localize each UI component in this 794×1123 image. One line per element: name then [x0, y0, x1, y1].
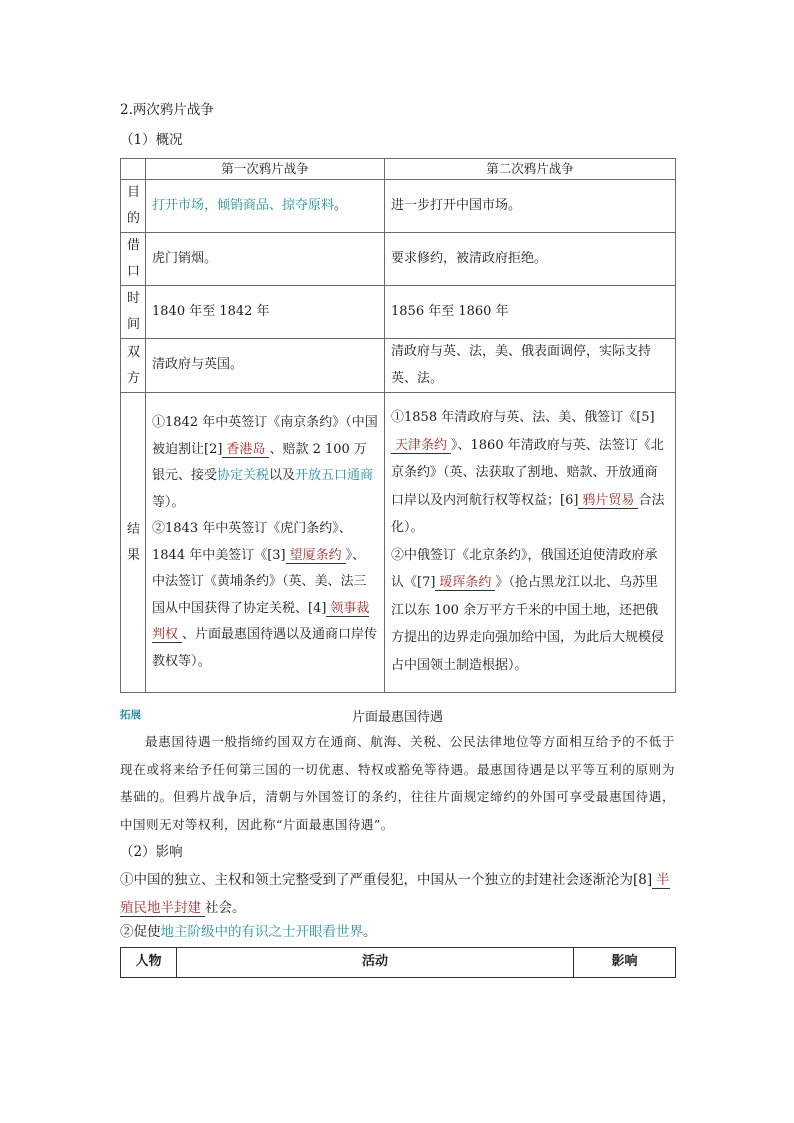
row-label-pretext: 借 口 [121, 233, 146, 286]
cell-first-result: ①1842 年中英签订《南京条约》（中国被迫割让[2] 香港岛 、赔款 2 100 万银元、接受协定关税以及开放五口通商等）。 ②1843 年中英签订《虎门条约》、1844 年中美签订《[3] 望厦条约 》、中法签订《黄埔条约》（英、美、法三国从中国获得了协定关税、[4] 领事裁判权 、片面最惠国待遇以及通商口岸传教权等）。 [146, 393, 385, 693]
answer-blank-7: 瑷珲条约 [435, 575, 495, 591]
row-label-sides: 双 方 [121, 339, 146, 393]
cell-second-pretext: 要求修约，被清政府拒绝。 [385, 233, 676, 286]
table-row [121, 339, 676, 393]
table-row [121, 233, 676, 286]
impact-item-2: ②促使地主阶级中的有识之士开眼看世界。 [120, 924, 377, 940]
cell-first-pretext: 虎门销烟。 [146, 233, 385, 286]
row-label-purpose: 目 的 [121, 180, 146, 233]
cell-first-purpose: 打开市场，倾销商品、掠夺原料。 [146, 180, 385, 233]
header-blank [121, 159, 146, 180]
answer-blank-6: 鸦片贸易 [578, 493, 638, 509]
people-header-row [121, 948, 676, 978]
header-second-war: 第二次鸦片战争 [385, 159, 676, 180]
subsection-impact: （2）影响 [120, 844, 183, 860]
answer-blank-5: 天津条约 [391, 438, 451, 454]
cell-second-sides: 清政府与英、法，美、俄表面调停，实际支持英、法。 [385, 339, 676, 393]
cell-second-time: 1856 年至 1860 年 [385, 286, 676, 339]
answer-blank-2: 香港岛 [222, 442, 269, 458]
header-activity: 活动 [177, 948, 574, 978]
impact-item-1: ①中国的独立、主权和领土完整受到了严重侵犯，中国从一个独立的封建社会逐渐沦为[8] 半殖民地半封建 社会。 [120, 872, 670, 916]
cell-first-sides: 清政府与英国。 [146, 339, 385, 393]
extension-title: 片面最惠国待遇 [351, 710, 443, 725]
subsection-overview: （1）概况 [120, 132, 183, 148]
cell-second-result: ①1858 年清政府与英、法、美、俄签订《[5]天津条约 》、1860 年清政府与英、法签订《北京条约》（英、法获取了割地、赔款、开放通商口岸以及内河航行权等权益；[6] 鸦片贸易 合法化）。 ②中俄签订《北京条约》，俄国还迫使清政府承认《[7] 瑷珲条约 》（抢占黑龙江以北、乌苏里江以东 100 余万平方千米的中国土地，还把俄方提出的边界走向强加给中国，为此后大规模侵占中国领土制造根据）。 [385, 393, 676, 693]
extension-tag: 拓展 [120, 709, 141, 721]
row-label-result: 结 果 [121, 393, 146, 693]
row-label-time: 时 间 [121, 286, 146, 339]
table-header-row [121, 159, 676, 180]
answer-blank-4: 领事裁判权 [152, 600, 370, 642]
people-table [120, 947, 676, 978]
extension-header [120, 706, 675, 724]
cell-first-time: 1840 年至 1842 年 [146, 286, 385, 339]
table-row [121, 393, 676, 693]
table-row [121, 180, 676, 233]
answer-blank-3: 望厦条约 [286, 548, 346, 564]
section-title: 2.两次鸦片战争 [120, 102, 214, 118]
cell-second-purpose: 进一步打开中国市场。 [385, 180, 676, 233]
table-row [121, 286, 676, 339]
header-person: 人物 [121, 948, 177, 978]
war-comparison-table [120, 158, 676, 693]
extension-body: 最惠国待遇一般指缔约国双方在通商、航海、关税、公民法律地位等方面相互给予的不低于现在或将来给予任何第三国的一切优惠、特权或豁免等待遇。最惠国待遇是以平等互利的原则为基础的。但鸦片战争后，清朝与外国签订的条约，往往片面规定缔约的外国可享受最惠国待遇，中国则无对等权利，因此称“片面最惠国待遇”。 [120, 734, 675, 832]
answer-blank-8: 半殖民地半封建 [120, 872, 670, 916]
header-first-war: 第一次鸦片战争 [146, 159, 385, 180]
header-impact: 影响 [574, 948, 676, 978]
